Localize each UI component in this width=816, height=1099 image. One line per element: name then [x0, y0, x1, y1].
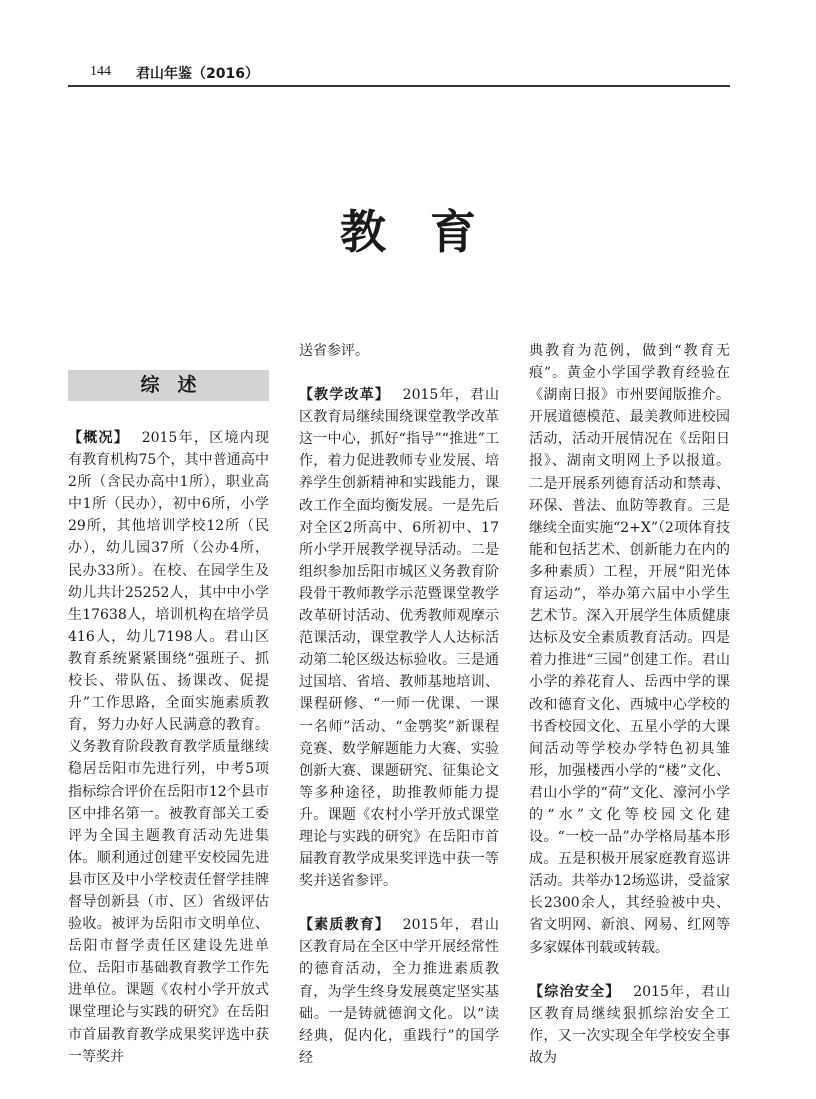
column-3: [529, 340, 730, 1069]
overview-paragraph: [68, 427, 269, 1068]
chapter-title: 教育: [340, 205, 520, 259]
quality-paragraph: [299, 914, 499, 1069]
column-1: [68, 340, 269, 1068]
reform-tag: 【教学改革】: [299, 387, 391, 404]
column-2: [299, 340, 499, 1069]
paragraph-gap: [299, 892, 499, 914]
column-2-continuation: 送省参评。: [299, 343, 369, 359]
overview-tag: 【概况】: [68, 430, 130, 446]
section-heading-box: [68, 370, 269, 401]
section-title: 综述: [140, 374, 215, 397]
running-header: [68, 62, 730, 84]
safety-text: 2015年，君山区教育局继续狠抓综治安全工作，又一次实现全年学校安全事故为: [529, 983, 731, 1066]
header-rule: [68, 85, 730, 87]
column-3-continuation: 典教育为范例，做到“教育无痕”。黄金小学国学教育经验在《湖南日报》市州要闻版推介。开展道德模范、最美教师进校园活动，活动开展情况在《岳阳日报》、湖南文明网上予以报道。二是开展系列德育活动和禁毒、环保、普法、血防等教育。三是继续全面实施“2+X”（2项体育技能和包括艺术、创新能力在内的多种素质）工程，开展“阳光体育运动”，举办第六届中小学生艺术节。深入开展学生体质健康达标及安全素质教育活动。四是着力推进“三园”创建工作。君山小学的养花育人、岳西中学的课改和德育文化、西城中心学校的书香校园文化、五星小学的大课间活动等学校办学特色初具雏形，加强楼西小学的“楼”文化、君山小学的“荷”文化、濠河小学的“水”文化等校园文化建设。“一校一品”办学格局基本形成。五是积极开展家庭教育巡讲活动。共举办12场巡讲，受益家长2300余人，其经验被中央、省文明网、新浪、网易、红网等多家媒体刊载或转载。: [529, 343, 730, 956]
safety-paragraph: [529, 981, 730, 1069]
safety-tag: 【综治安全】: [529, 983, 621, 1000]
quality-text: 2015年，君山区教育局在全区中学开展经常性的德育活动，全力推进素质教育，为学生终身发展奠定坚实基础。一是铸就德润文化。以“读经典，促内化，重践行”的国学经: [299, 917, 499, 1066]
reform-paragraph: [299, 384, 499, 892]
reform-text: 2015年，君山区教育局继续围绕课堂教学改革这一中心，抓好“指导”“推进”工作，着力促进教师专业发展、培养学生创新精神和实践能力，课改工作全面均衡发展。一是先后对全区2所高中、6所初中、17所小学开展教学视导活动。二是组织参加岳阳市城区义务教育阶段骨干教师教学示范暨课堂教学改革研讨活动、优秀教师观摩示范课活动，课堂教学人人达标活动第二轮区级达标验收。三是通过国培、省培、教师基地培训、课程研修、“一师一优课、一课一名师”活动、“金鹗奖”新课程竞赛、数学解题能力大赛、实验创新大赛、课题研究、征集论文等多种途径，助推教师能力提升。课题《农村小学开放式课堂理论与实践的研究》在岳阳市首届教育教学成果奖评选中获一等奖并送省参评。: [299, 387, 499, 890]
page-number: 144: [90, 64, 111, 79]
paragraph-gap: [299, 362, 499, 384]
paragraph-gap: [529, 959, 730, 981]
quality-tag: 【素质教育】: [299, 917, 391, 934]
book-title: 君山年鉴（2016）: [136, 66, 259, 82]
overview-text: 2015年，区境内现有教育机构75个，其中普通高中2所（含民办高中1所），职业高中1所（民办），初中6所，小学29所，其他培训学校12所（民办），幼儿园37所（公办4所，民办33所）。在校、在园学生及幼儿共计25252人，其中中小学生17638人，培训机构在培学员416人，幼儿7198人。君山区教育系统紧紧围绕“强班子、抓校长、带队伍、扬课改、促提升”工作思路，全面实施素质教育，努力办好人民满意的教育。义务教育阶段教育教学质量继续稳居岳阳市先进行列，中考5项指标综合评价在岳阳市12个县市区中排名第一。被教育部关工委评为全国主题教育活动先进集体。顺利通过创建平安校园先进县市区及中小学校责任督学挂牌督导创新县（市、区）省级评估验收。被评为岳阳市文明单位、岳阳市督学责任区建设先进单位、岳阳市基础教育教学工作先进单位。课题《农村小学开放式课堂理论与实践的研究》在岳阳市首届教育教学成果奖评选中获一等奖并: [68, 430, 269, 1065]
